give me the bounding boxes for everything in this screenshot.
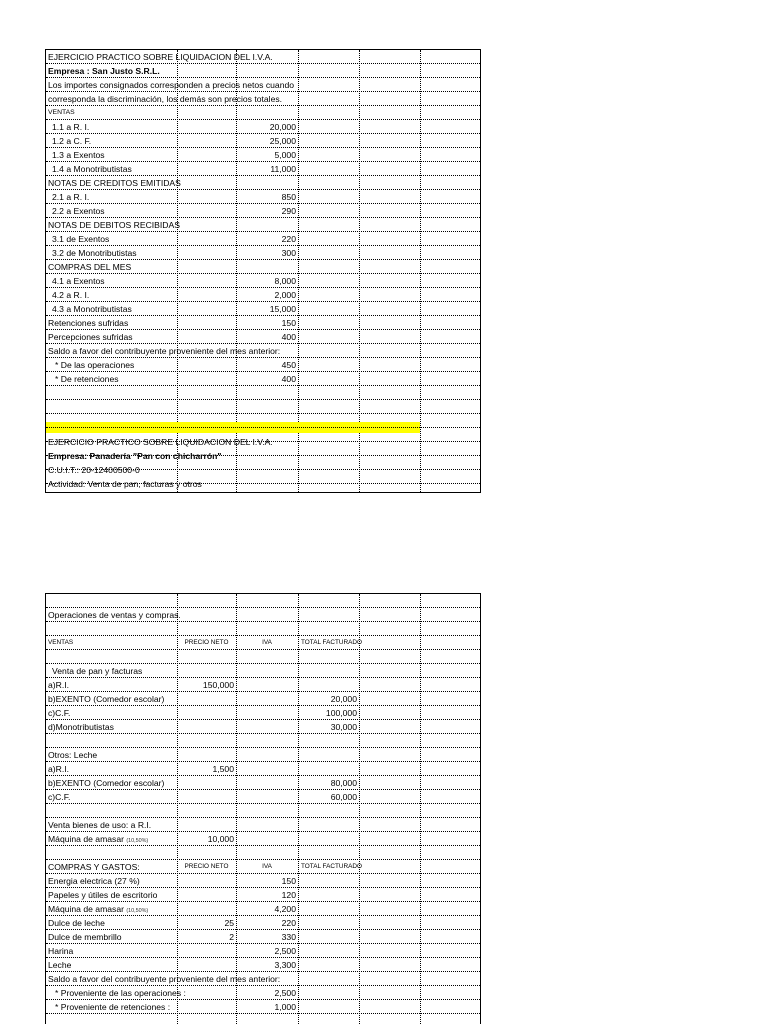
- row-value: 150: [281, 318, 296, 328]
- row-value: 220: [281, 234, 296, 244]
- table-row: [46, 51, 480, 63]
- section-header: Saldo a favor del contribuyente proveniente del mes anterior:: [48, 346, 281, 356]
- section-header: NOTAS DE DEBITOS RECIBIDAS: [48, 220, 180, 230]
- row-label: 1.4 a Monotributistas: [52, 164, 132, 174]
- row-label: b)EXENTO (Comedor escolar): [48, 694, 165, 704]
- row-divider: [46, 957, 480, 958]
- row-divider: [46, 761, 480, 762]
- table-row: [46, 149, 480, 161]
- table-row: [46, 889, 480, 901]
- row-divider: [46, 259, 480, 260]
- table-row: [46, 65, 480, 77]
- column-header: PRECIO NETO: [184, 639, 229, 646]
- table-row: [46, 679, 480, 691]
- row-value: 2,500: [274, 988, 296, 998]
- row-divider: [46, 63, 480, 64]
- table-row: [46, 609, 480, 621]
- row-divider: [46, 803, 480, 804]
- row-label: 1.2 a C. F.: [52, 136, 92, 146]
- activity-text: Actividad: Venta de pan, facturas y otros: [48, 479, 202, 489]
- row-divider: [46, 831, 480, 832]
- rate-note: (10,50%): [126, 838, 149, 844]
- row-divider: [46, 357, 480, 358]
- row-divider: [46, 245, 480, 246]
- row-divider: [46, 329, 480, 330]
- row-divider: [46, 1013, 480, 1014]
- column-header: PRECIO NETO: [184, 863, 229, 870]
- row-divider: [46, 455, 480, 456]
- row-label: Retenciones sufridas: [48, 318, 129, 328]
- row-label: 4.2 a R. I.: [52, 290, 90, 300]
- table-row: [46, 945, 480, 957]
- row-divider: [46, 175, 480, 176]
- row-divider: [46, 91, 480, 92]
- row-label: d)Monotributistas: [48, 722, 114, 732]
- table-row: [46, 79, 480, 91]
- spreadsheet-san-justo: [45, 49, 481, 493]
- row-divider: [46, 649, 480, 650]
- row-value: 2,000: [274, 290, 296, 300]
- row-value: 400: [281, 332, 296, 342]
- table-row: [46, 721, 480, 733]
- row-label: 1.3 a Exentos: [52, 150, 105, 160]
- company-name: Empresa : San Justo S.R.L.: [48, 66, 160, 76]
- column-header: VENTAS: [48, 639, 74, 646]
- section-header: VENTAS: [48, 109, 75, 116]
- row-divider: [46, 817, 480, 818]
- column-header: IVA: [262, 863, 272, 870]
- total-value: 80,000: [330, 778, 357, 788]
- row-divider: [46, 133, 480, 134]
- section-header: Otros: Leche: [48, 750, 98, 760]
- row-label: c)C.F.: [48, 708, 71, 718]
- row-label: Dulce de membrillo: [48, 932, 122, 942]
- table-row: [46, 861, 480, 873]
- row-divider: [46, 607, 480, 608]
- iva-value: 3,300: [274, 960, 296, 970]
- total-value: 30,000: [330, 722, 357, 732]
- cuit-text: C.U.I.T.: 20-12400500-0: [48, 465, 140, 475]
- row-divider: [46, 999, 480, 1000]
- row-divider: [46, 943, 480, 944]
- row-label: * Proveniente de retenciones :: [55, 1002, 171, 1012]
- table-row: [46, 973, 480, 985]
- table-row: [46, 303, 480, 315]
- table-row: [46, 345, 480, 357]
- row-divider: [46, 217, 480, 218]
- iva-value: 150: [281, 876, 296, 886]
- note-text: Los importes consignados corresponden a precios netos cuando: [48, 80, 295, 90]
- row-divider: [46, 985, 480, 986]
- row-divider: [46, 705, 480, 706]
- row-value: 8,000: [274, 276, 296, 286]
- table-row: [46, 247, 480, 259]
- table-row: [46, 317, 480, 329]
- row-label: * Proveniente de las operaciones :: [55, 988, 186, 998]
- sheet-title: EJERCICIO PRACTICO SOBRE LIQUIDACION DEL I.V.A.: [48, 437, 273, 447]
- table-row: [46, 665, 480, 677]
- total-value: 100,000: [325, 708, 357, 718]
- table-row: [46, 373, 480, 385]
- row-divider: [46, 287, 480, 288]
- iva-value: 220: [281, 918, 296, 928]
- row-label: 3.1 de Exentos: [52, 234, 110, 244]
- row-label: Leche: [48, 960, 72, 970]
- table-row: [46, 478, 480, 490]
- row-divider: [46, 635, 480, 636]
- table-row: [46, 331, 480, 343]
- row-label: c)C.F.: [48, 792, 71, 802]
- row-divider: [46, 441, 480, 442]
- table-row: [46, 191, 480, 203]
- section-title: Operaciones de ventas y compras.: [48, 610, 181, 620]
- row-value: 400: [281, 374, 296, 384]
- table-row: [46, 637, 480, 649]
- row-value: 15,000: [269, 304, 296, 314]
- table-row: [46, 693, 480, 705]
- row-label: Percepciones sufridas: [48, 332, 133, 342]
- row-label: [47, 833, 177, 845]
- neto-value: 150,000: [202, 680, 234, 690]
- table-row: [46, 107, 480, 119]
- section-header: COMPRAS Y GASTOS:: [48, 862, 140, 872]
- row-divider: [46, 413, 480, 414]
- row-divider: [46, 399, 480, 400]
- neto-value: 1,500: [212, 764, 234, 774]
- row-divider: [46, 231, 480, 232]
- row-label: a)R.I.: [48, 680, 70, 690]
- neto-value: 10,000: [207, 834, 234, 844]
- row-label: * De las operaciones: [55, 360, 135, 370]
- row-label: 2.2 a Exentos: [52, 206, 105, 216]
- table-row: [46, 763, 480, 775]
- total-value: 60,000: [330, 792, 357, 802]
- table-row: [46, 135, 480, 147]
- table-row: [46, 436, 480, 448]
- row-label: [47, 903, 177, 915]
- row-divider: [46, 901, 480, 902]
- section-header: Venta de pan y facturas: [52, 666, 143, 676]
- section-header: COMPRAS DEL MES: [48, 262, 132, 272]
- neto-value: 25: [224, 918, 234, 928]
- row-divider: [46, 189, 480, 190]
- table-row: [46, 205, 480, 217]
- table-row: [46, 233, 480, 245]
- table-row: [46, 261, 480, 273]
- table-row: [46, 819, 480, 831]
- row-value: 25,000: [269, 136, 296, 146]
- iva-value: 330: [281, 932, 296, 942]
- total-value: 20,000: [330, 694, 357, 704]
- row-label: Papeles y útiles de escritorio: [48, 890, 158, 900]
- table-row: [46, 450, 480, 462]
- column-header: TOTAL FACTURADO: [301, 639, 362, 646]
- row-label: Harina: [48, 946, 74, 956]
- row-divider: [46, 483, 480, 484]
- sheet-title: EJERCICIO PRACTICO SOBRE LIQUIDACION DEL I.V.A.: [48, 52, 273, 62]
- table-row: [46, 777, 480, 789]
- row-label: 3.2 de Monotributistas: [52, 248, 137, 258]
- table-row: [46, 931, 480, 943]
- note-text: corresponda la discriminación, los demás son precios totales.: [48, 94, 283, 104]
- row-divider: [46, 733, 480, 734]
- row-value: 1,000: [274, 1002, 296, 1012]
- section-header: NOTAS DE CREDITOS EMITIDAS: [48, 178, 181, 188]
- row-value: 450: [281, 360, 296, 370]
- row-label: Dulce de leche: [48, 918, 105, 928]
- spreadsheet-panaderia: [45, 593, 481, 1024]
- row-label: 4.1 a Exentos: [52, 276, 105, 286]
- table-row: [46, 833, 480, 845]
- row-divider: [46, 691, 480, 692]
- row-divider: [46, 859, 480, 860]
- row-value: 300: [281, 248, 296, 258]
- table-row: [46, 177, 480, 189]
- table-row: [46, 275, 480, 287]
- row-label: * De retenciones: [55, 374, 119, 384]
- row-divider: [46, 775, 480, 776]
- table-row: [46, 903, 480, 915]
- row-divider: [46, 663, 480, 664]
- row-divider: [46, 929, 480, 930]
- table-row: [46, 987, 480, 999]
- row-value: 850: [281, 192, 296, 202]
- row-divider: [46, 845, 480, 846]
- row-label: 1.1 a R. I.: [52, 122, 90, 132]
- iva-value: 120: [281, 890, 296, 900]
- table-row: [46, 917, 480, 929]
- table-row: [46, 359, 480, 371]
- table-row: [46, 289, 480, 301]
- row-divider: [46, 315, 480, 316]
- row-divider: [46, 719, 480, 720]
- row-value: 290: [281, 206, 296, 216]
- table-row: [46, 791, 480, 803]
- row-divider: [46, 427, 480, 428]
- row-label: 2.1 a R. I.: [52, 192, 90, 202]
- table-row: [46, 163, 480, 175]
- table-row: [46, 875, 480, 887]
- item-name: Máquina de amasar: [48, 904, 124, 914]
- row-divider: [46, 469, 480, 470]
- table-row: [46, 1001, 480, 1013]
- row-divider: [46, 621, 480, 622]
- row-divider: [46, 677, 480, 678]
- row-label: a)R.I.: [48, 764, 70, 774]
- table-row: [46, 93, 480, 105]
- row-divider: [46, 887, 480, 888]
- row-divider: [46, 385, 480, 386]
- table-row: [46, 464, 480, 476]
- row-divider: [46, 105, 480, 106]
- column-header: TOTAL FACTURADO: [301, 863, 362, 870]
- row-label: 4.3 a Monotributistas: [52, 304, 132, 314]
- row-divider: [46, 77, 480, 78]
- section-header: Saldo a favor del contribuyente proveniente del mes anterior:: [48, 974, 281, 984]
- table-row: [46, 707, 480, 719]
- row-divider: [46, 301, 480, 302]
- iva-value: 2,500: [274, 946, 296, 956]
- row-value: 5,000: [274, 150, 296, 160]
- row-divider: [46, 119, 480, 120]
- row-divider: [46, 747, 480, 748]
- row-divider: [46, 873, 480, 874]
- row-divider: [46, 203, 480, 204]
- rate-note: (10,50%): [126, 908, 149, 914]
- table-row: [46, 749, 480, 761]
- row-divider: [46, 161, 480, 162]
- row-value: 11,000: [270, 164, 296, 174]
- item-name: Máquina de amasar: [48, 834, 124, 844]
- row-label: Energia electrica (27 %): [48, 876, 140, 886]
- iva-value: 4,200: [274, 904, 296, 914]
- row-value: 20,000: [269, 122, 296, 132]
- table-row: [46, 121, 480, 133]
- row-label: b)EXENTO (Comedor escolar): [48, 778, 165, 788]
- row-divider: [46, 789, 480, 790]
- neto-value: 2: [229, 932, 234, 942]
- row-divider: [46, 915, 480, 916]
- table-row: [46, 219, 480, 231]
- row-divider: [46, 147, 480, 148]
- row-divider: [46, 371, 480, 372]
- row-divider: [46, 343, 480, 344]
- row-divider: [46, 273, 480, 274]
- section-header: Venta bienes de uso: a R.I.: [48, 820, 152, 830]
- table-row: [46, 959, 480, 971]
- company-name: Empresa: Panadería "Pan con chicharrón": [48, 451, 222, 461]
- row-divider: [46, 971, 480, 972]
- column-header: IVA: [262, 639, 272, 646]
